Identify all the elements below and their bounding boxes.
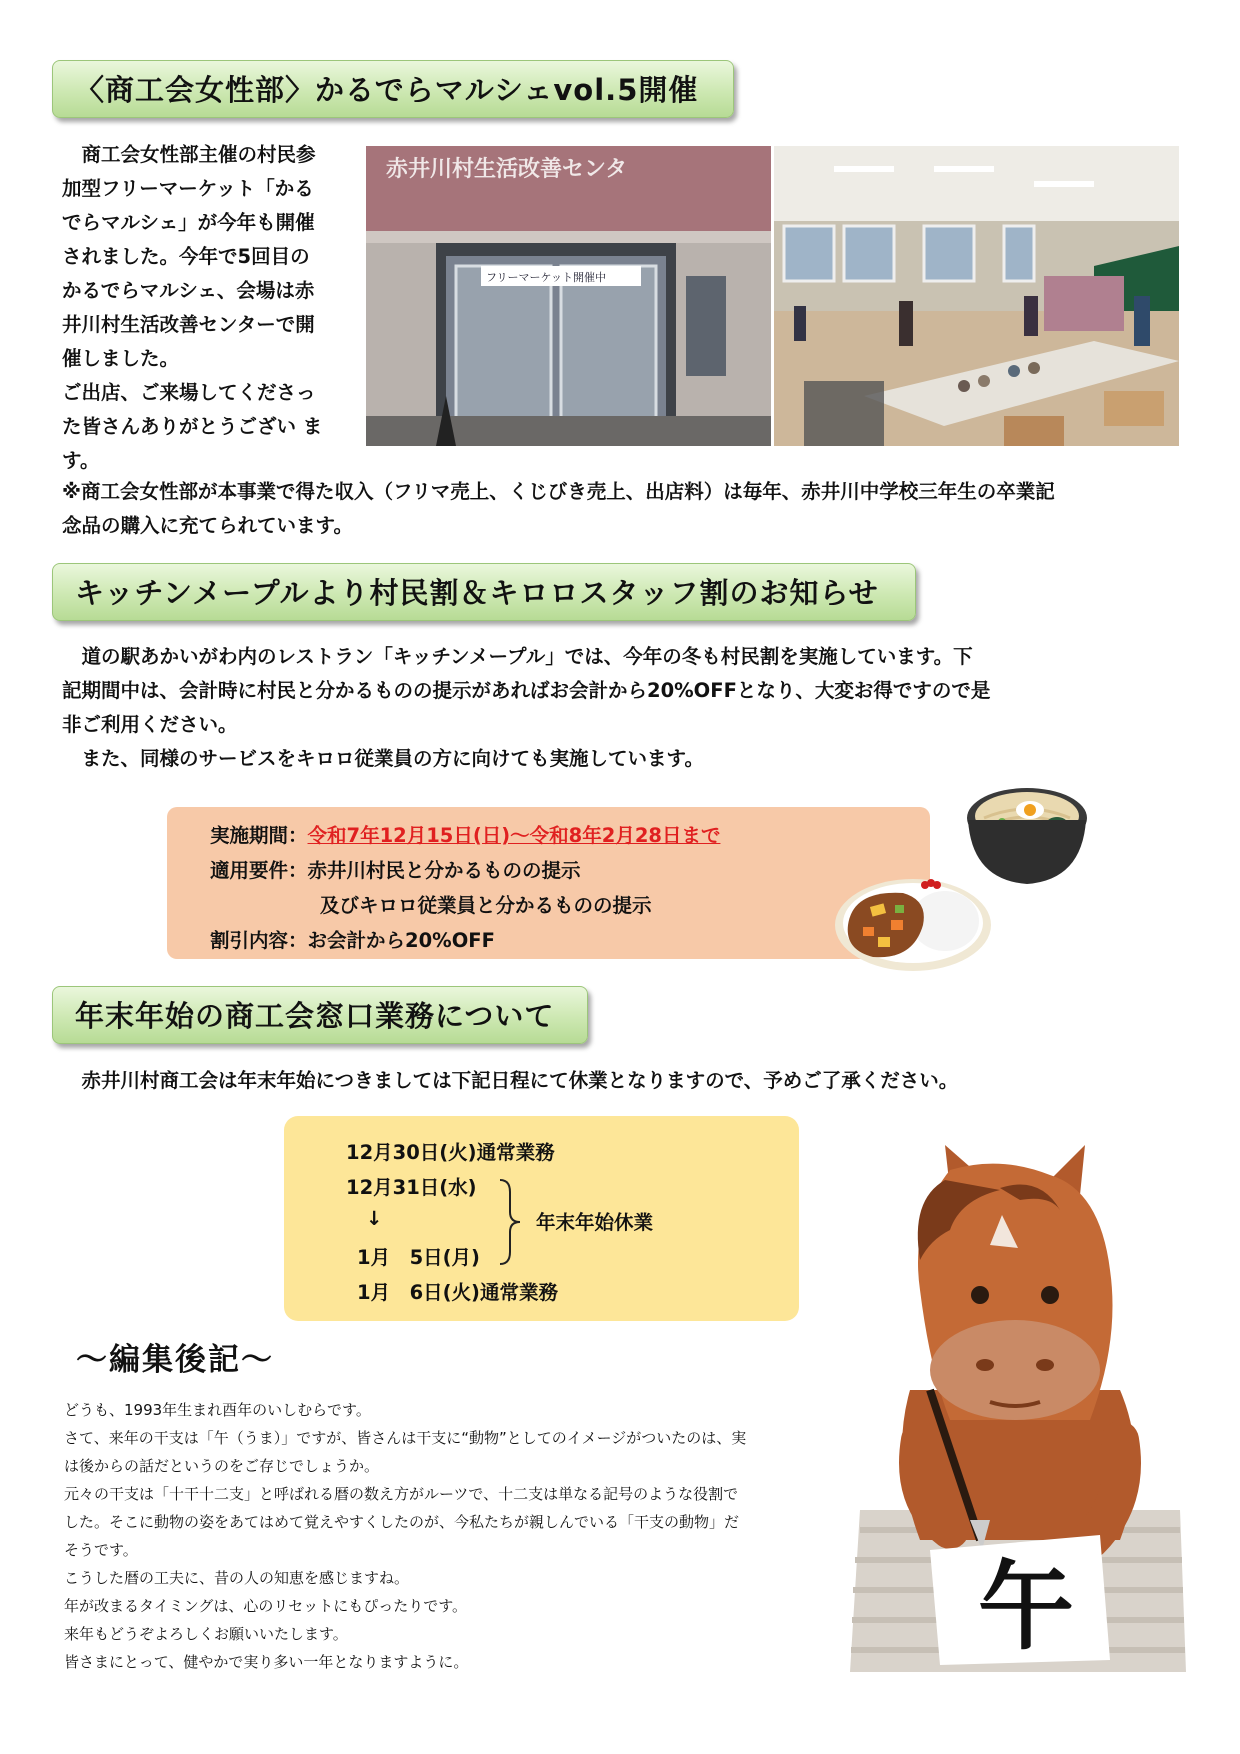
discount-row (210, 925, 495, 953)
section2-header: キッチンメープルより村民割＆キロロスタッフ割のお知らせ (52, 563, 916, 621)
photo-market-hall (774, 146, 1179, 446)
curry-rice-illustration (833, 865, 993, 975)
schedule-line-3: 1月 5日(月) (357, 1246, 480, 1269)
postscript-title: ～編集後記～ (76, 1342, 274, 1378)
section1-header: 〈商工会女性部〉かるでらマルシェvol.5開催 (52, 60, 734, 118)
s2-line: 記期間中は、会計時に村民と分かるものの提示があればお会計から20%OFFとなり、大変お得ですので是 (62, 679, 991, 702)
ps-line: 元々の干支は「十干十二支」と呼ばれる暦の数え方がルーツで、十二支は単なる記号のような役割で (64, 1485, 739, 1503)
period-value: 令和7年12月15日(日)～令和8年2月28日まで (307, 824, 721, 847)
hall-illustration (774, 146, 1179, 446)
requirement-row-2 (320, 890, 652, 918)
section1-body (62, 138, 372, 478)
postscript-body (64, 1396, 834, 1676)
horse-calligraphy-illustration (850, 1140, 1186, 1676)
s2-line: 道の駅あかいがわ内のレストラン「キッチンメープル」では、今年の冬も村民割を実施しています。下 (62, 645, 973, 668)
s1-line: 商工会女性部主催の村民参 (62, 143, 316, 166)
schedule-arrow: ↓ (366, 1207, 383, 1230)
requirement-row (210, 855, 581, 883)
schedule-line-1: 12月30日(火)通常業務 (346, 1141, 555, 1164)
s1-line: 井川村生活改善センターで開 (62, 313, 315, 336)
s1-line: 加型フリーマーケット「かる (62, 177, 314, 200)
schedule-line-2: 12月31日(水) (346, 1176, 477, 1199)
s1-note-line: ※商工会女性部が本事業で得た収入（フリマ売上、くじびき売上、出店料）は毎年、赤井川中学校三年生の卒業記 (62, 480, 1055, 503)
requirement-value: 赤井川村民と分かるものの提示 (307, 859, 581, 882)
s1-line: されました。今年で5回目の (62, 245, 310, 268)
s1-line: た皆さんありがとうござい ま (62, 415, 323, 438)
photo-building-entrance (366, 146, 771, 446)
schedule-line-4: 1月 6日(火)通常業務 (357, 1281, 558, 1304)
ps-line: は後からの話だというのをご存じでしょうか。 (64, 1457, 380, 1475)
s2-line: また、同様のサービスをキロロ従業員の方に向けても実施しています。 (62, 747, 704, 770)
calligraphy-character: 午 (978, 1550, 1074, 1663)
requirement-label: 適用要件： (210, 859, 308, 882)
s1-line: かるでらマルシェ、会場は赤 (62, 279, 315, 302)
holiday-label: 年末年始休業 (536, 1211, 654, 1234)
discount-label: 割引内容： (210, 929, 308, 952)
section2-body (62, 640, 1182, 776)
s2-line: 非ご利用ください。 (62, 713, 238, 736)
section3-body (62, 1064, 1182, 1098)
s3-line: 赤井川村商工会は年末年始につきましては下記日程にて休業となりますので、予めご了承ください。 (62, 1069, 959, 1092)
ps-line: 年が改まるタイミングは、心のリセットにもぴったりです。 (64, 1597, 468, 1615)
ps-line: さて、来年の干支は「午（うま）」ですが、皆さんは干支に“動物”としてのイメージがついたのは、実 (64, 1429, 747, 1447)
s1-note-line: 念品の購入に充てられています。 (62, 514, 353, 537)
building-illustration (366, 146, 771, 446)
ps-line: 来年もどうぞよろしくお願いいたします。 (64, 1625, 348, 1643)
period-row (210, 820, 720, 848)
period-label: 実施期間： (210, 824, 308, 847)
banner-text: フリーマーケット開催中 (486, 271, 607, 284)
requirement-value-2: 及びキロロ従業員と分かるものの提示 (320, 894, 652, 917)
brace-icon (498, 1178, 528, 1266)
s1-line: す。 (62, 449, 100, 472)
ps-line: こうした暦の工夫に、昔の人の知恵を感じますね。 (64, 1569, 410, 1587)
ps-line: した。そこに動物の姿をあてはめて覚えやすくしたのが、今私たちが親しんでいる「干支の動物」だ (64, 1513, 740, 1531)
ps-line: 皆さまにとって、健やかで実り多い一年となりますように。 (64, 1653, 469, 1671)
s1-line: ご出店、ご来場してくださっ (62, 381, 316, 404)
section3-header: 年末年始の商工会窓口業務について (52, 986, 588, 1044)
ps-line: そうです。 (64, 1541, 138, 1559)
building-sign: 赤井川村生活改善センタ (386, 157, 628, 182)
s1-line: でらマルシェ」が今年も開催 (62, 211, 315, 234)
ps-line: どうも、1993年生まれ酉年のいしむらです。 (64, 1401, 371, 1419)
s1-line: 催しました。 (62, 347, 180, 370)
discount-value: お会計から20%OFF (307, 929, 495, 952)
section1-note (62, 475, 1192, 543)
